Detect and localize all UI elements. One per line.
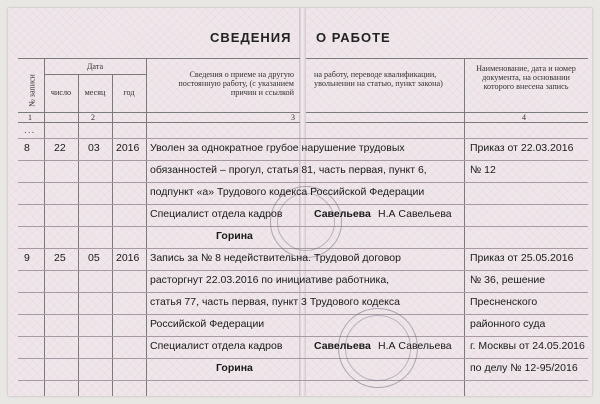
document-line: г. Москвы от 24.05.2016 [470,340,585,352]
row-line [18,380,588,381]
header-top-line-left [18,58,300,59]
column-number-2: 2 [91,113,95,122]
row-line [18,160,588,161]
entry-year: 2016 [116,142,140,154]
entry-text-line: Уволен за однократное грубое нарушение трудовых [150,142,405,154]
header-month: месяц [84,88,106,97]
page-title-left: СВЕДЕНИЯ [210,30,292,45]
entry-month: 03 [88,142,100,154]
header-top-line-right [306,58,588,59]
header-info-left: Сведения о приеме на другую постоянную работу, (с указанием причин и ссылкой [178,70,294,97]
column-divider-4 [146,58,147,396]
document-line: № 12 [470,164,496,176]
signer-role: Специалист отдела кадров [150,208,283,220]
employee-signature: Горина [216,230,253,242]
header-bottom-line-right [306,112,588,113]
entry-text-line: расторгнут 22.03.2016 по инициативе работника, [150,274,390,286]
document-line: районного суда [470,318,546,330]
header-record-no: № записи [27,74,37,107]
header-year: год [123,88,135,97]
document-line: Приказ от 25.05.2016 [470,252,574,264]
row-line [18,270,588,271]
entry-text-line: Российской Федерации [150,318,265,330]
colnum-line-left [18,122,300,123]
document-line: № 36, решение [470,274,546,286]
column-number-3: 3 [291,113,295,122]
entry-number: 8 [24,142,30,154]
entry-text-line: статья 77, часть первая, пункт 3 Трудового кодекса [150,296,400,308]
row-line [18,358,588,359]
signer-name: Н.А Савельева [378,208,452,220]
header-info-right: на работу, переводе квалификации, увольнении на статью, пункт закона) [314,70,443,88]
ellipsis-marker: ... [24,125,36,136]
column-divider-1 [44,58,45,396]
employee-signature: Горина [216,362,253,374]
entry-number: 9 [24,252,30,264]
column-number-1: 1 [28,113,32,122]
column-divider-5 [464,58,465,396]
row-line [18,138,588,139]
header-document: Наименование, дата и номер документа, на основании которого внесена запись [476,64,576,91]
date-subheader-line [44,74,146,75]
entry-text-line: подпункт «а» Трудового кодекса Российской Федерации [150,186,425,198]
entry-month: 05 [88,252,100,264]
colnum-line-right [306,122,588,123]
signer-name: Н.А Савельева [378,340,452,352]
header-bottom-line-left [18,112,300,113]
column-number-4: 4 [522,113,526,122]
signer-signature: Савельева [314,340,371,352]
work-book-spread [8,8,592,396]
entry-day: 25 [54,252,66,264]
signer-signature: Савельева [314,208,371,220]
row-line [18,182,588,183]
header-day: число [50,88,72,97]
document-line: по делу № 12-95/2016 [470,362,578,374]
row-line [18,314,588,315]
document-line: Приказ от 22.03.2016 [470,142,574,154]
entry-text-line: Запись за № 8 недействительна. Трудовой договор [150,252,401,264]
column-divider-3 [112,74,113,396]
row-line [18,292,588,293]
page-title-right: О РАБОТЕ [316,30,391,45]
signer-role: Специалист отдела кадров [150,340,283,352]
entry-text-line: обязанностей – прогул, статья 81, часть первая, пункт 6, [150,164,427,176]
column-divider-2 [78,74,79,396]
header-date: Дата [86,62,104,71]
entry-year: 2016 [116,252,140,264]
entry-day: 22 [54,142,66,154]
row-line [18,336,588,337]
document-line: Пресненского [470,296,538,308]
